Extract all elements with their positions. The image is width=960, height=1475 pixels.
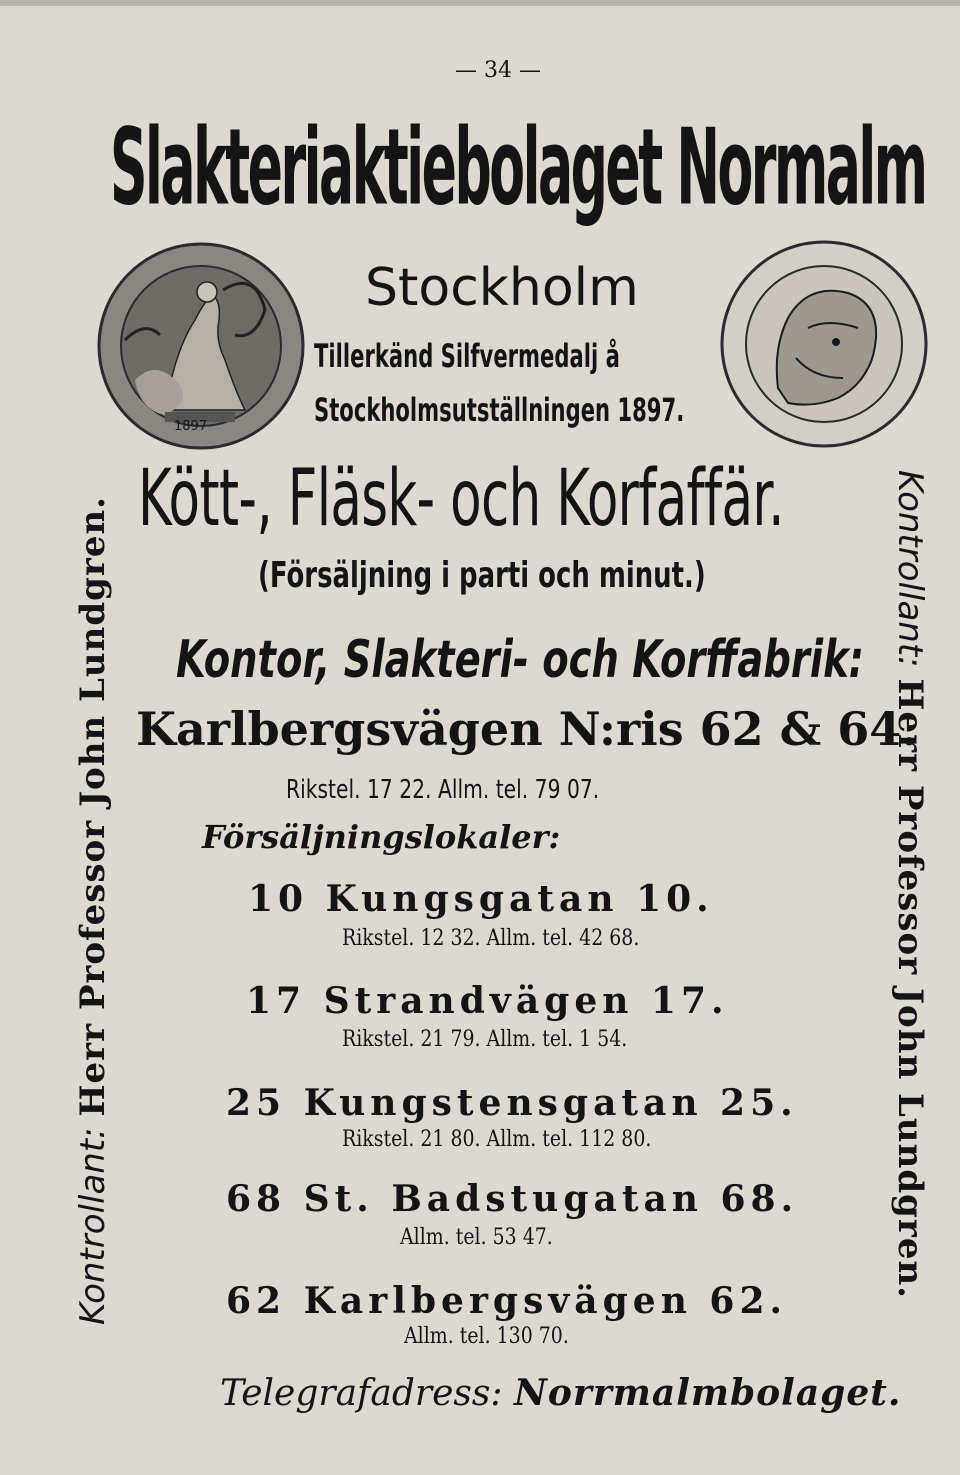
shop-telephone: Allm. tel. 130 70. xyxy=(404,1324,569,1349)
telegraph-value: Norrmalmbolaget. xyxy=(513,1372,902,1414)
controller-name: Herr Professor John Lundgren. xyxy=(73,495,113,1117)
controller-label: Kontrollant: xyxy=(890,470,930,668)
controller-label: Kontrollant: xyxy=(73,1127,113,1325)
shop-address: 62 Karlbergsvägen 62. xyxy=(226,1280,788,1322)
shop-telephone: Rikstel. 21 79. Allm. tel. 1 54. xyxy=(342,1027,628,1052)
controller-right-margin xyxy=(890,470,930,1299)
controller-name: Herr Professor John Lundgren. xyxy=(890,678,930,1300)
shop-address: 25 Kungstensgatan 25. xyxy=(226,1082,798,1124)
top-border xyxy=(0,0,960,6)
medal-year: 1897 xyxy=(174,419,208,434)
award-line-2: Stockholmsutställningen 1897. xyxy=(314,391,685,429)
city-name: Stockholm xyxy=(365,258,639,318)
sale-type: (Försäljning i parti och minut.) xyxy=(258,555,706,596)
trade-heading: Kött-, Fläsk- och Korfaffär. xyxy=(138,454,784,544)
office-address: Karlbergsvägen N:ris 62 & 64. xyxy=(136,702,918,756)
shop-telephone: Rikstel. 21 80. Allm. tel. 112 80. xyxy=(342,1127,652,1152)
company-title: Slakteriaktiebolaget Normalm xyxy=(110,105,926,229)
shop-telephone: Rikstel. 12 32. Allm. tel. 42 68. xyxy=(342,926,640,951)
award-line-1: Tillerkänd Silfvermedalj å xyxy=(314,337,620,375)
telegraph-address xyxy=(220,1372,901,1414)
office-heading: Kontor, Slakteri- och Korffabrik: xyxy=(176,630,865,690)
shop-address: 68 St. Badstugatan 68. xyxy=(226,1178,799,1220)
shops-heading: Försäljningslokaler: xyxy=(202,818,561,856)
shop-telephone: Allm. tel. 53 47. xyxy=(400,1225,553,1250)
page-number: — 34 — xyxy=(455,58,541,83)
shop-address: 17 Strandvägen 17. xyxy=(246,980,729,1022)
telegraph-label: Telegrafadress: xyxy=(220,1373,503,1414)
controller-left-margin xyxy=(73,496,113,1325)
king-oscar-medal-image xyxy=(718,238,930,450)
office-telephone: Rikstel. 17 22. Allm. tel. 79 07. xyxy=(286,775,600,805)
shop-address: 10 Kungsgatan 10. xyxy=(248,878,714,920)
